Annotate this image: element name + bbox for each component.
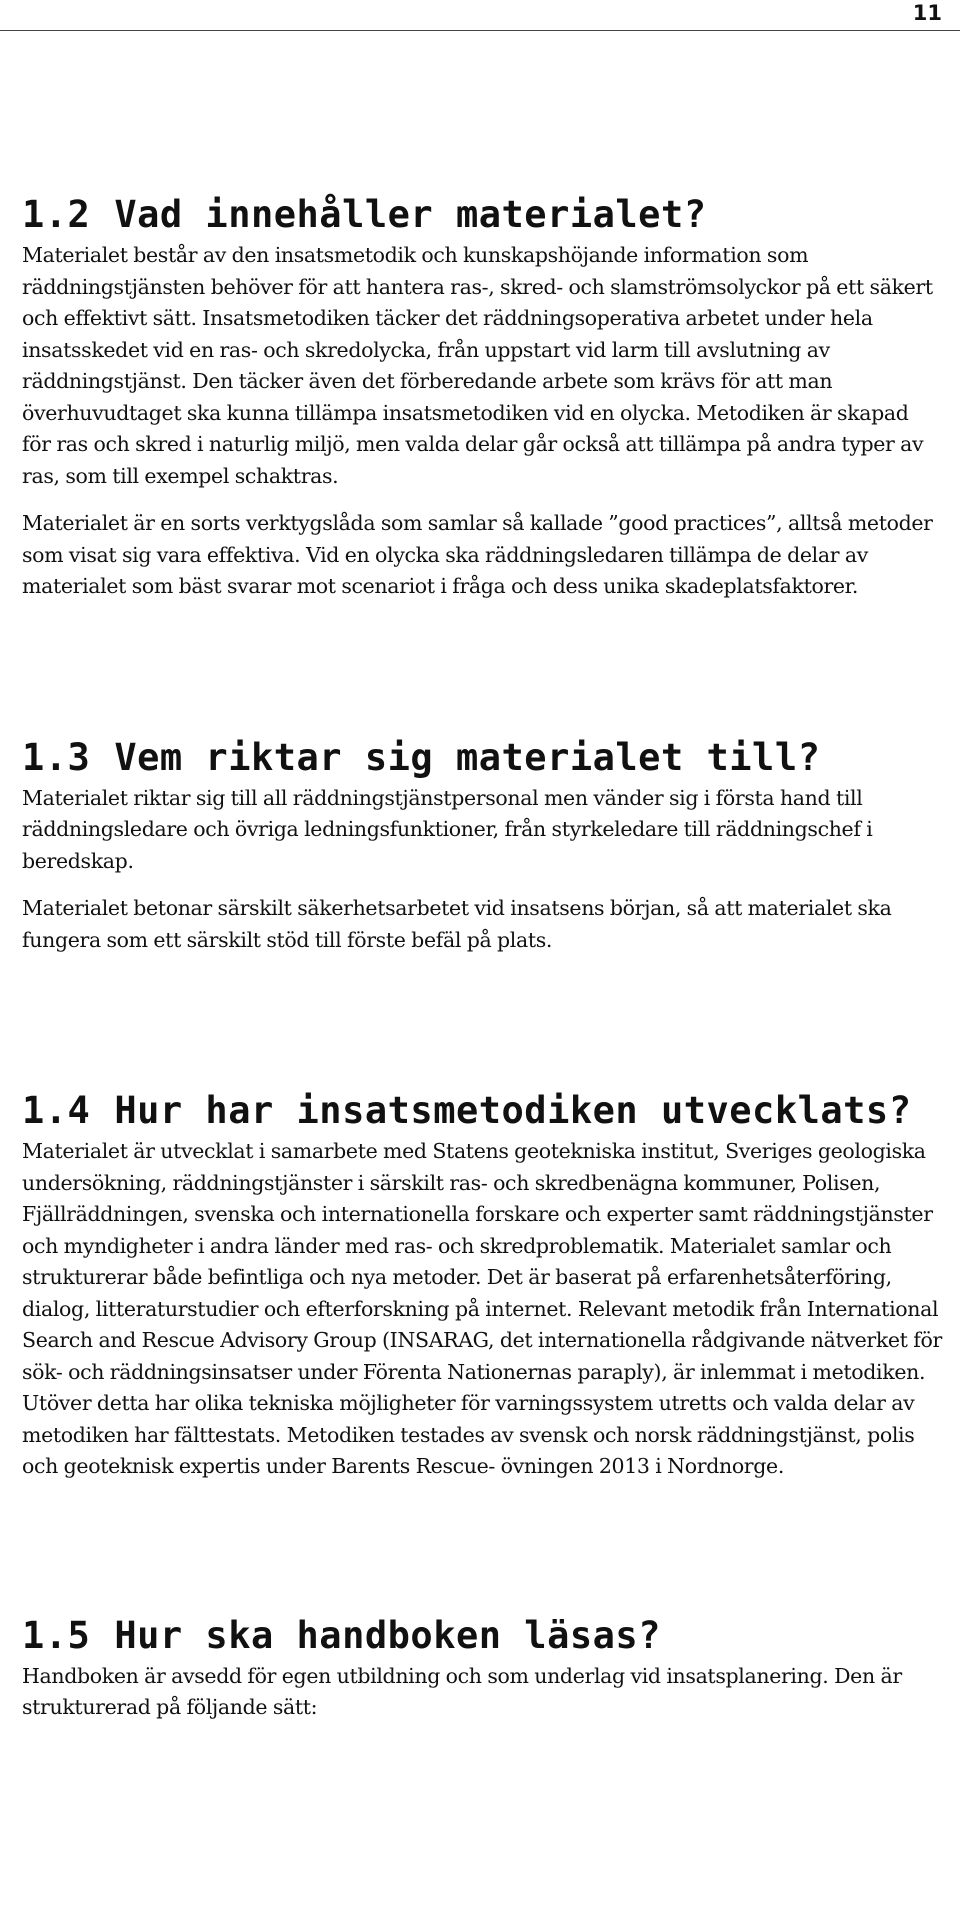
document-body [22,190,942,1724]
section-number: 1.3 [22,735,91,779]
paragraph: Materialet består av den insatsmetodik och kunskapshöjande information som räddningstjänsten behöver för att hantera ras-, skred- och slamströmsolyckor på ett säkert och effektivt sätt. Insatsmetodiken täcker det räddningsoperativa arbetet under hela insatsskedet vid en ras- och skredolycka, från uppstart vid larm till avslutning av räddningstjänst. Den täcker även det förberedande arbete som krävs för att man överhuvudtaget ska kunna tillämpa insatsmetodiken vid en olycka. Metodiken är skapad för ras och skred i naturlig miljö, men valda delar går också att tillämpa på andra typer av ras, som till exempel schaktras. [22,243,933,488]
section-1-2 [22,190,942,603]
section-heading [22,733,942,783]
section-1-4 [22,1086,942,1483]
section-title: Vad innehåller materialet? [114,193,707,236]
paragraph: Materialet är en sorts verktygslåda som samlar så kallade ”good practices”, alltså metoder som visat sig vara effektiva. Vid en olycka ska räddningsledaren tillämpa de delar av materialet som bäst svarar mot scenariot i fråga och dess unika skadeplatsfaktorer. [22,511,933,598]
section-title: Hur ska handboken läsas? [114,1613,661,1657]
section-number: 1.5 [22,1613,91,1657]
section-heading [22,190,942,240]
section-1-3 [22,733,942,957]
section-title: Hur har insatsmetodiken utvecklats? [114,1089,912,1132]
section-number: 1.4 [22,1089,91,1132]
section-heading [22,1086,942,1136]
paragraph: Materialet är utvecklat i samarbete med Statens geotekniska institut, Sveriges geologiska undersökning, räddningstjänster i särskilt ras- och skredbenägna kommuner, Polisen, Fjällräddningen, svenska och internationella forskare och experter samt räddningstjänster och myndigheter i andra länder med ras- och skredproblematik. Materialet samlar och strukturerar både befintliga och nya metoder. Det är baserat på erfarenhetsåterföring, dialog, litteraturstudier och efterforskning på internet. Relevant metodik från International Search and Rescue Advisory Group (INSARAG, det internationella rådgivande nätverket för sök- och räddningsinsatser under Förenta Nationernas paraply), är inlemmat i metodiken. Utöver detta har olika tekniska möjligheter för varningssystem utretts och valda delar av metodiken har fälttestats. Metodiken testades av svensk och norsk räddningstjänst, polis och geoteknisk expertis under Barents Rescue- övningen 2013 i Nordnorge. [22,1139,942,1478]
section-number: 1.2 [22,193,91,236]
paragraph: Handboken är avsedd för egen utbildning och som underlag vid insatsplanering. Den är strukturerad på följande sätt: [22,1663,902,1719]
paragraph: Materialet riktar sig till all räddningstjänstpersonal men vänder sig i första hand till räddningsledare och övriga ledningsfunktioner, från styrkeledare till räddningschef i beredskap. [22,785,873,873]
paragraph: Materialet betonar särskilt säkerhetsarbetet vid insatsens början, så att materialet ska fungera som ett särskilt stöd till förste befäl på plats. [22,896,892,952]
header-divider [0,30,960,31]
page-number: 11 [912,1,942,25]
section-1-5 [22,1611,942,1724]
section-title: Vem riktar sig materialet till? [114,735,821,779]
section-heading [22,1611,942,1661]
